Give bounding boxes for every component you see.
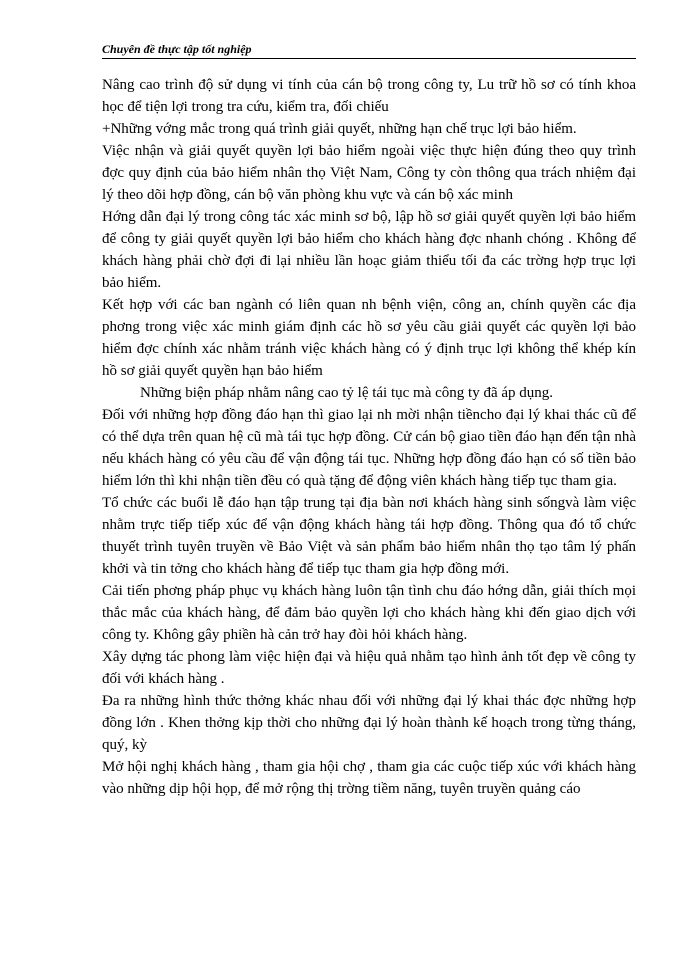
paragraph: Đa ra những hình thức thởng khác nhau đối với những đại lý khai thác đợc những hợp đồng lớn . Khen thởng kịp thời cho những đại lý hoàn thành kế hoạch trong từng tháng, quý, kỳ (102, 693, 636, 753)
header-title: Chuyên đề thực tập tốt nghiệp (102, 42, 252, 56)
paragraph: Nâng cao trình độ sử dụng vi tính của cán bộ trong công ty, Lu trữ hồ sơ có tính khoa học để tiện lợi trong tra cứu, kiểm tra, đối chiếu (102, 77, 636, 115)
page-header (102, 40, 636, 59)
paragraph: Kết hợp với các ban ngành có liên quan nh bệnh viện, công an, chính quyền các địa phơng trong việc xác minh giám định các hồ sơ yêu cầu giải quyết các quyền lợi bảo hiểm đợc chính xác nhằm tránh việc khách hàng có ý định trục lợi không thể khép kín hồ sơ giải quyết quyền hạn bảo hiểm (102, 297, 636, 379)
section-heading: Những biện pháp nhằm nâng cao tỷ lệ tái tục mà công ty đã áp dụng. (140, 385, 554, 401)
document-body (102, 74, 636, 800)
paragraph: Việc nhận và giải quyết quyền lợi bảo hiểm ngoài việc thực hiện đúng theo quy trình đợc quy định của bảo hiểm nhân thọ Việt Nam, Công ty còn thông qua trách nhiệm đại lý theo dõi hợp đồng, cán bộ văn phòng khu vực và cán bộ xác minh (102, 143, 636, 203)
paragraph: Cải tiến phơng pháp phục vụ khách hàng luôn tận tình chu đáo hớng dẫn, giải thích mọi thắc mắc của khách hàng, để đảm bảo quyền lợi cho khách hàng khi đến giao dịch với công ty. Không gây phiền hà cản trở hay đòi hỏi khách hàng. (102, 583, 636, 643)
paragraph: Hớng dẫn đại lý trong công tác xác minh sơ bộ, lập hồ sơ giải quyết quyền lợi bảo hiểm để công ty giải quyết quyền lợi bảo hiểm cho khách hàng đợc nhanh chóng . Không để khách hàng phải chờ đợi đi lại nhiều lần hoạc giảm thiểu tối đa các trờng hợp trục lợi bảo hiểm. (102, 209, 636, 291)
paragraph: Tổ chức các buổi lễ đáo hạn tập trung tại địa bàn nơi khách hàng sinh sốngvà làm việc nhằm trực tiếp tiếp xúc để vận động khách hàng tái hợp đồng. Thông qua đó tổ chức thuyết trình tuyên truyền về Bảo Việt và sản phẩm bảo hiểm nhân thọ tạo tâm lý phấn khởi và tin tởng cho khách hàng để tiếp tục tham gia hợp đồng mới. (102, 495, 636, 577)
paragraph: +Những vớng mắc trong quá trình giải quyết, những hạn chế trục lợi bảo hiểm. (102, 121, 577, 137)
paragraph: Đối với những hợp đồng đáo hạn thì giao lại nh mời nhận tiềncho đại lý khai thác cũ để có thể dựa trên quan hệ cũ mà tái tục hợp đồng. Cử cán bộ giao tiền đáo hạn đến tận nhà nếu khách hàng có yêu cầu để vận động tái tục. Những hợp đồng đáo hạn có số tiền bảo hiểm lớn thì khi nhận tiền đều có quà tặng để động viên khách hàng tiếp tục tham gia. (102, 407, 636, 489)
paragraph: Xây dựng tác phong làm việc hiện đại và hiệu quả nhằm tạo hình ảnh tốt đẹp về công ty đối với khách hàng . (102, 649, 636, 687)
paragraph: Mở hội nghị khách hàng , tham gia hội chợ , tham gia các cuộc tiếp xúc với khách hàng vào những dịp hội họp, để mở rộng thị trờng tiềm năng, tuyên truyền quảng cáo (102, 759, 636, 797)
